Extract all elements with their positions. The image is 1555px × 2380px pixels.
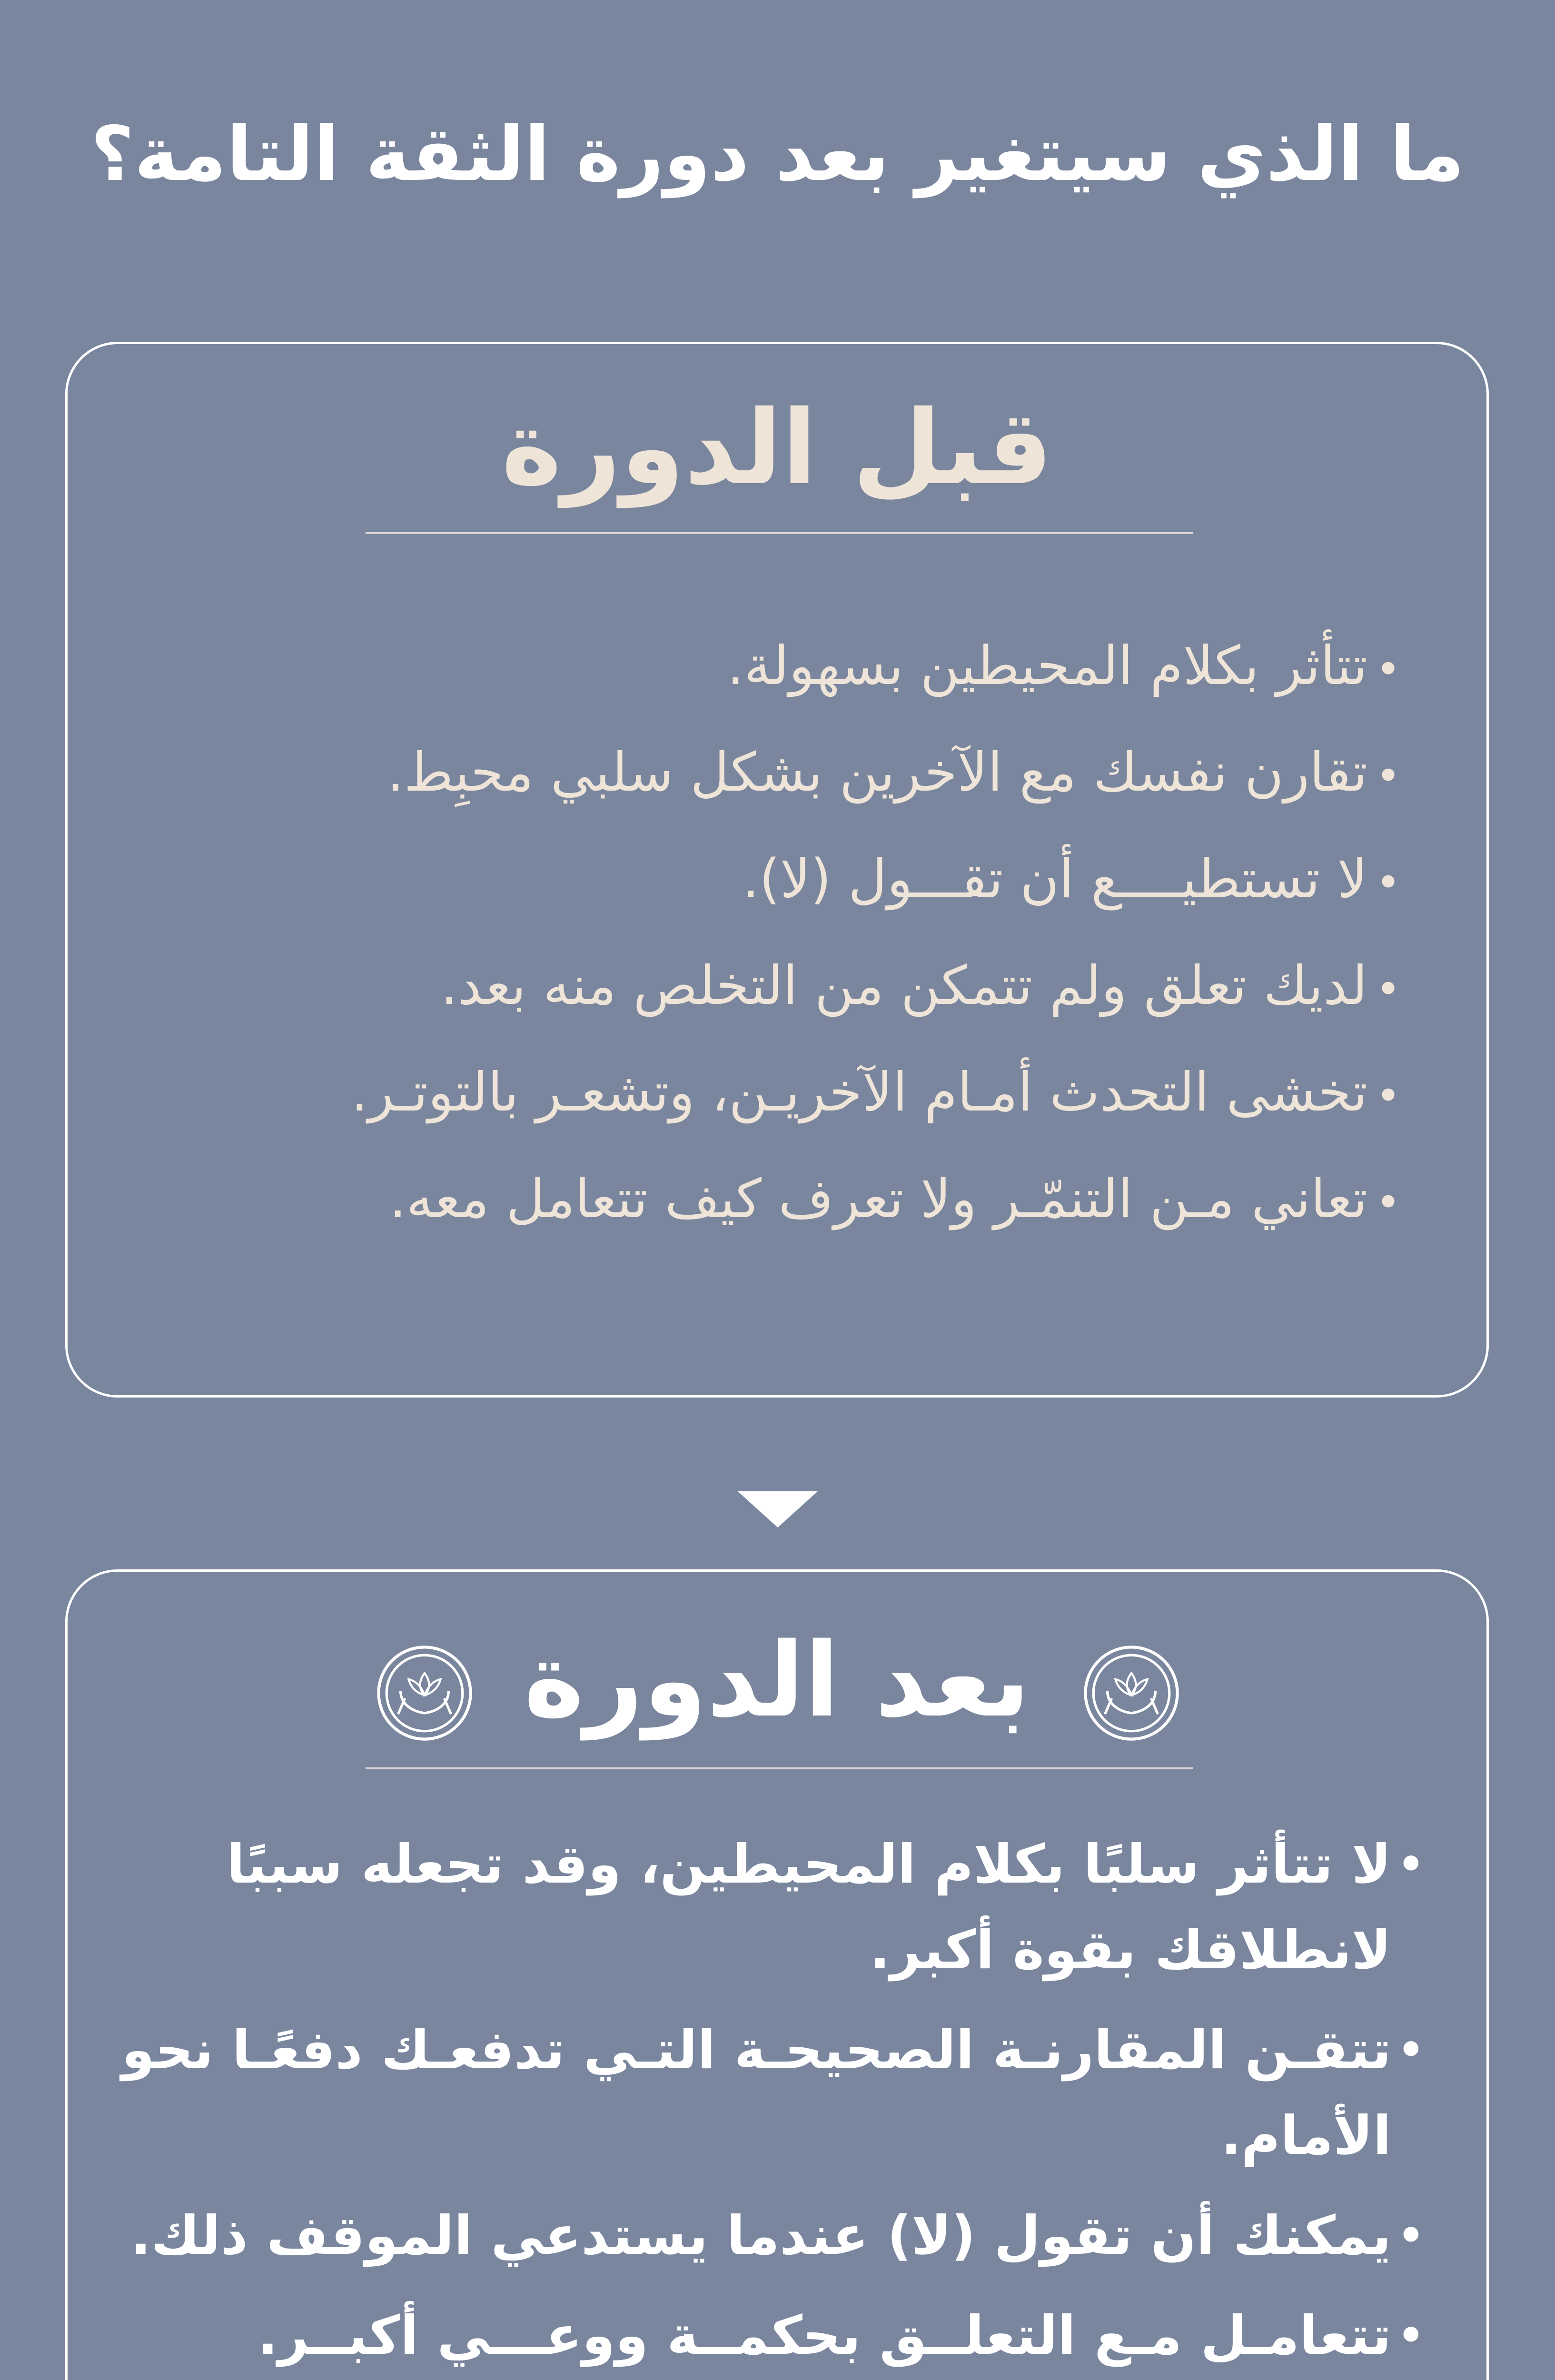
before-course-list (125, 635, 1401, 1279)
bullet-icon: • (1376, 1071, 1401, 1121)
list-item (125, 955, 1401, 1066)
bullet-icon: • (1376, 645, 1401, 694)
list-item (125, 742, 1401, 853)
before-heading-divider (366, 532, 1193, 534)
bullet-icon: • (1376, 965, 1401, 1014)
list-item-text: تتعامـل مـع التعلــق بحكمــة ووعـــي أكبــر. (258, 2305, 1391, 2367)
bullet-icon: • (1376, 1178, 1401, 1228)
after-heading-divider (366, 1767, 1193, 1769)
list-item-text: لديك تعلق ولم تتمكن من التخلص منه بعد. (440, 955, 1367, 1017)
list-item (106, 1822, 1425, 1993)
list-item (106, 2007, 1425, 2179)
list-item (125, 635, 1401, 746)
before-course-heading: قبل الدورة (501, 388, 1053, 507)
list-item (106, 2193, 1425, 2279)
list-item-text: تخشى التحدث أمـام الآخريـن، وتشعـر بالتوتـر. (351, 1061, 1367, 1123)
list-item-text: تقارن نفسك مع الآخرين بشكل سلبي محبِط. (387, 742, 1367, 803)
list-item-text: تتأثر بكلام المحيطين بسهولة. (727, 635, 1367, 697)
bullet-icon: • (1376, 752, 1401, 801)
bullet-icon: • (1397, 2211, 1425, 2261)
list-item-text: يمكنك أن تقول (لا) عندما يستدعي الموقف ذلك. (130, 2205, 1391, 2267)
after-course-card (65, 1569, 1489, 2380)
after-course-heading: بعد الدورة (524, 1620, 1030, 1740)
page-title: ما الذي سيتغير بعد دورة الثقة التامة؟ (90, 110, 1465, 198)
down-triangle-icon (738, 1491, 818, 1527)
after-course-list (106, 1822, 1425, 2380)
list-item-text: تتقـن المقارنـة الصحيحـة التـي تدفعـك دفعًـا نحو الأمام. (121, 2019, 1391, 2167)
before-course-card (65, 342, 1489, 1398)
list-item-text: تعاني مـن التنمّـر ولا تعرف كيف تتعامل معه. (389, 1168, 1367, 1230)
bullet-icon: • (1397, 2311, 1425, 2360)
list-item (125, 1168, 1401, 1279)
hands-lotus-emblem-icon (1081, 1643, 1181, 1743)
list-item (106, 2293, 1425, 2379)
list-item (125, 1061, 1401, 1172)
list-item (125, 848, 1401, 959)
bullet-icon: • (1397, 1840, 1425, 1889)
list-item-text: لا تتأثر سلبًا بكلام المحيطين، وقد تجعله سببًا لانطلاقك بقوة أكبر. (227, 1834, 1391, 1981)
bullet-icon: • (1376, 858, 1401, 908)
bullet-icon: • (1397, 2025, 1425, 2075)
list-item-text: لا تستطيــــع أن تقـــول (لا). (742, 848, 1367, 910)
